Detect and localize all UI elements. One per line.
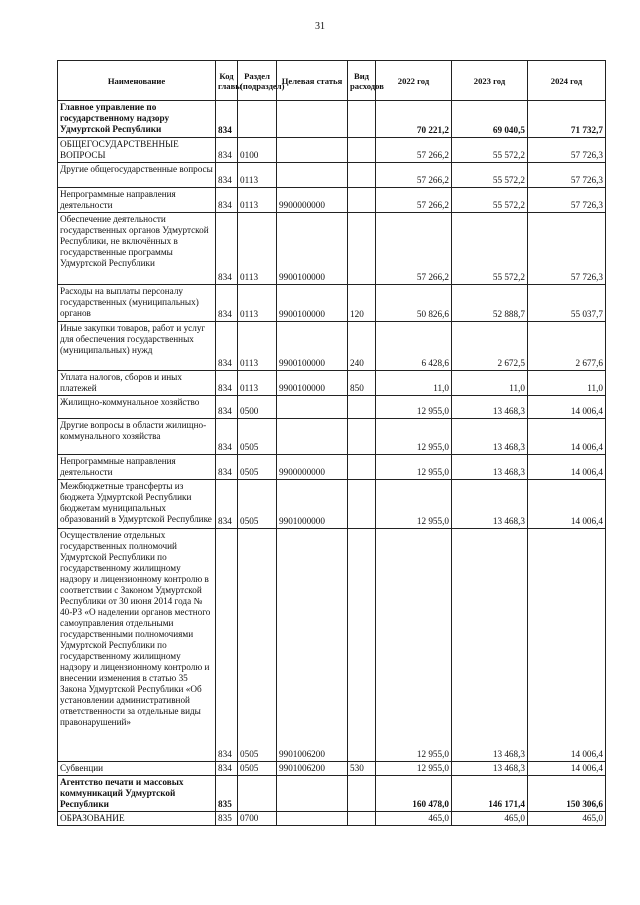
- row-2023: 55 572,2: [452, 188, 528, 213]
- row-section: 0113: [238, 213, 277, 285]
- row-target: 9900100000: [277, 285, 348, 322]
- row-name: Непрограммные направления деятельности: [58, 455, 216, 480]
- row-target: 9900100000: [277, 322, 348, 371]
- row-section: 0113: [238, 371, 277, 396]
- table-row: [58, 213, 606, 285]
- row-2023: 13 468,3: [452, 396, 528, 419]
- row-kind: [348, 480, 376, 529]
- row-2024: 14 006,4: [528, 396, 606, 419]
- table-row: [58, 322, 606, 371]
- row-2024: 14 006,4: [528, 529, 606, 762]
- table-row: [58, 138, 606, 163]
- row-code: 835: [216, 812, 238, 826]
- row-2023: 52 888,7: [452, 285, 528, 322]
- row-2023: 2 672,5: [452, 322, 528, 371]
- row-2022: 6 428,6: [376, 322, 452, 371]
- row-kind: 850: [348, 371, 376, 396]
- row-code: 834: [216, 396, 238, 419]
- row-2023: 13 468,3: [452, 762, 528, 776]
- row-target: 9900100000: [277, 213, 348, 285]
- row-section: 0505: [238, 529, 277, 762]
- row-section: 0113: [238, 163, 277, 188]
- row-kind: [348, 396, 376, 419]
- row-section: 0100: [238, 138, 277, 163]
- header-2022: 2022 год: [376, 61, 452, 101]
- row-section: 0505: [238, 762, 277, 776]
- row-2024: 14 006,4: [528, 762, 606, 776]
- row-code: 834: [216, 455, 238, 480]
- row-2022: 160 478,0: [376, 776, 452, 812]
- row-target: [277, 396, 348, 419]
- row-2024: 14 006,4: [528, 455, 606, 480]
- page-number: 31: [315, 21, 325, 32]
- row-name: Осуществление отдельных государственных полномочий Удмуртской Республики по государственному жилищному надзору и лицензионному контролю в соответствии с Законом Удмуртской Республики от 30 июня 2014 года № 40-РЗ «О наделении органов местного самоуправления отдельными государственными полномочиями Удмуртской Республики по государственному жилищному надзору и лицензионному контролю и внесении изменения в статью 35 Закона Удмуртской Республики «Об установлении административной ответственности за отдельные виды правонарушений»: [58, 529, 216, 762]
- row-target: 9900000000: [277, 455, 348, 480]
- row-2024: 2 677,6: [528, 322, 606, 371]
- row-2024: 55 037,7: [528, 285, 606, 322]
- row-kind: [348, 419, 376, 455]
- table-row: [58, 480, 606, 529]
- table-row: [58, 455, 606, 480]
- row-name: Расходы на выплаты персоналу государственных (муниципальных) органов: [58, 285, 216, 322]
- row-2023: 465,0: [452, 812, 528, 826]
- header-name: Наименование: [58, 61, 216, 101]
- row-2022: 12 955,0: [376, 480, 452, 529]
- header-section: Раздел (подраздел): [238, 61, 277, 101]
- row-name: Уплата налогов, сборов и иных платежей: [58, 371, 216, 396]
- row-section: 0113: [238, 188, 277, 213]
- table-row: [58, 396, 606, 419]
- row-2022: 70 221,2: [376, 101, 452, 138]
- row-name: Непрограммные направления деятельности: [58, 188, 216, 213]
- row-target: [277, 163, 348, 188]
- row-2024: 57 726,3: [528, 138, 606, 163]
- row-2022: 11,0: [376, 371, 452, 396]
- row-2022: 12 955,0: [376, 419, 452, 455]
- row-code: 834: [216, 762, 238, 776]
- table-row: [58, 812, 606, 826]
- row-name: Другие вопросы в области жилищно-коммунального хозяйства: [58, 419, 216, 455]
- row-code: 834: [216, 529, 238, 762]
- row-name: Межбюджетные трансферты из бюджета Удмуртской Республики бюджетам муниципальных образований в Удмуртской Республике: [58, 480, 216, 529]
- row-name: Жилищно-коммунальное хозяйство: [58, 396, 216, 419]
- table-row: [58, 101, 606, 138]
- row-kind: [348, 776, 376, 812]
- row-2024: 11,0: [528, 371, 606, 396]
- row-section: [238, 101, 277, 138]
- row-2024: 14 006,4: [528, 480, 606, 529]
- row-2023: 55 572,2: [452, 213, 528, 285]
- row-code: 834: [216, 213, 238, 285]
- row-2024: 465,0: [528, 812, 606, 826]
- row-name: Агентство печати и массовых коммуникаций Удмуртской Республики: [58, 776, 216, 812]
- row-kind: 120: [348, 285, 376, 322]
- row-code: 834: [216, 480, 238, 529]
- row-target: 9900100000: [277, 371, 348, 396]
- row-kind: [348, 163, 376, 188]
- row-2022: 12 955,0: [376, 529, 452, 762]
- row-section: 0500: [238, 396, 277, 419]
- table-row: [58, 163, 606, 188]
- row-2024: 14 006,4: [528, 419, 606, 455]
- row-target: 9901000000: [277, 480, 348, 529]
- row-kind: [348, 529, 376, 762]
- row-name: Главное управление по государственному надзору Удмуртской Республики: [58, 101, 216, 138]
- row-code: 834: [216, 101, 238, 138]
- row-name: ОБРАЗОВАНИЕ: [58, 812, 216, 826]
- header-row: [58, 61, 606, 101]
- table-row: [58, 776, 606, 812]
- table-row: [58, 188, 606, 213]
- row-2022: 57 266,2: [376, 138, 452, 163]
- row-2022: 57 266,2: [376, 163, 452, 188]
- row-2023: 13 468,3: [452, 480, 528, 529]
- table-row: [58, 419, 606, 455]
- row-2022: 12 955,0: [376, 762, 452, 776]
- row-2022: 57 266,2: [376, 188, 452, 213]
- row-section: 0505: [238, 480, 277, 529]
- row-2023: 13 468,3: [452, 419, 528, 455]
- header-code: Код главы: [216, 61, 238, 101]
- row-kind: 240: [348, 322, 376, 371]
- row-2023: 55 572,2: [452, 163, 528, 188]
- table-row: [58, 529, 606, 762]
- row-kind: [348, 138, 376, 163]
- row-2023: 55 572,2: [452, 138, 528, 163]
- row-target: [277, 138, 348, 163]
- row-section: 0113: [238, 322, 277, 371]
- row-name: ОБЩЕГОСУДАРСТВЕННЫЕ ВОПРОСЫ: [58, 138, 216, 163]
- row-2024: 71 732,7: [528, 101, 606, 138]
- table-row: [58, 285, 606, 322]
- row-code: 834: [216, 371, 238, 396]
- row-2023: 13 468,3: [452, 455, 528, 480]
- row-2024: 57 726,3: [528, 213, 606, 285]
- row-2022: 465,0: [376, 812, 452, 826]
- row-code: 835: [216, 776, 238, 812]
- budget-table: [57, 60, 606, 826]
- row-2024: 57 726,3: [528, 188, 606, 213]
- row-name: Другие общегосударственные вопросы: [58, 163, 216, 188]
- table-row: [58, 762, 606, 776]
- row-section: 0505: [238, 455, 277, 480]
- header-2024: 2024 год: [528, 61, 606, 101]
- row-name: Иные закупки товаров, работ и услуг для обеспечения государственных (муниципальных) нужд: [58, 322, 216, 371]
- table-row: [58, 371, 606, 396]
- row-2022: 57 266,2: [376, 213, 452, 285]
- row-2024: 57 726,3: [528, 163, 606, 188]
- row-2023: 13 468,3: [452, 529, 528, 762]
- row-code: 834: [216, 138, 238, 163]
- row-target: 9900000000: [277, 188, 348, 213]
- row-code: 834: [216, 188, 238, 213]
- row-target: [277, 776, 348, 812]
- row-target: 9901006200: [277, 529, 348, 762]
- row-target: [277, 419, 348, 455]
- row-2022: 12 955,0: [376, 455, 452, 480]
- row-kind: 530: [348, 762, 376, 776]
- row-kind: [348, 101, 376, 138]
- row-kind: [348, 455, 376, 480]
- row-kind: [348, 188, 376, 213]
- row-code: 834: [216, 285, 238, 322]
- row-2022: 50 826,6: [376, 285, 452, 322]
- row-section: 0505: [238, 419, 277, 455]
- row-kind: [348, 812, 376, 826]
- row-code: 834: [216, 322, 238, 371]
- row-section: [238, 776, 277, 812]
- row-kind: [348, 213, 376, 285]
- row-target: [277, 812, 348, 826]
- row-name: Субвенции: [58, 762, 216, 776]
- row-2023: 11,0: [452, 371, 528, 396]
- row-section: 0113: [238, 285, 277, 322]
- row-2022: 12 955,0: [376, 396, 452, 419]
- row-2023: 69 040,5: [452, 101, 528, 138]
- header-target: Целевая статья: [277, 61, 348, 101]
- row-2024: 150 306,6: [528, 776, 606, 812]
- row-2023: 146 171,4: [452, 776, 528, 812]
- row-target: [277, 101, 348, 138]
- row-code: 834: [216, 419, 238, 455]
- row-code: 834: [216, 163, 238, 188]
- row-section: 0700: [238, 812, 277, 826]
- header-2023: 2023 год: [452, 61, 528, 101]
- row-name: Обеспечение деятельности государственных органов Удмуртской Республики, не включённых в государственные программы Удмуртской Республики: [58, 213, 216, 285]
- header-kind: Вид расходов: [348, 61, 376, 101]
- row-target: 9901006200: [277, 762, 348, 776]
